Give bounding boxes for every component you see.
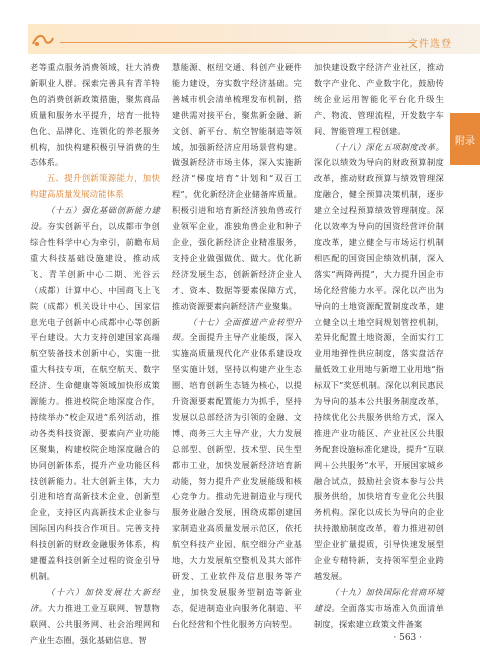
- section-title: 文件选登: [408, 39, 452, 50]
- paragraph: 慧能源、枢纽交通、科创产业硬件能力建设，夯实数字经济基础。完善城市机会清单梳理发布机制，搭建供需对接平台，聚焦新金融、新文创、新平台、航空智能制造等领域，加强新经济应用场景营构建。做强新经济市场主体，深入实施新经济“梯度培育”计划和“双百工程”，优化新经济企业储备库质量。积极引进和培育新经济独角兽或行业领军企业，准独角兽企业和种子企业，强化新经济企业精准服务，支持企业做强做优、做大。优化新经济发展生态，创新新经济企业人才、资本、数据等要素保障方式，推动资源要素向新经济产业聚集。: [172, 62, 302, 311]
- clause-text: 深化以绩效为导向的财政预算制度改革，推动财政预算与绩效管理深度融合，健全预算决策机制，逐步建立全过程预算绩效管理制度。深化以效率为导向的国资经营评价制度改革，建立健全与市场运行机制相匹配的国资国企绩效机制，深入落实“两降两提”，大力提升国企市场化经营能力水平。深化以产出为导向的土地资源配置制度改革，建立健全以土地空间规划管控机制，差异化配置土地资源，全面实行工业用地弹性供应制度，落实盘活存量低效工业用地与新增工业用地“指标双下”奖惩机制。深化以利民惠民为导向的基本公共服务制度改革，持续优化公共服务供给方式，深入推进产业功能区、产业社区公共服务配套设施标准化建设，提升“互联网＋公共服务”水平，开展国家城乡融合试点，鼓励社会资本参与公共服务供给，加快培育专业化公共服务机构。深化以成长为导向的企业扶持激励制度改革，着力推进初创型企业扩量提质，引导快速发展型企业专精特新，支持领军型企业跨越发展。: [314, 157, 444, 581]
- clause-title: （十七）全面推进产业转型升级。: [172, 316, 302, 343]
- paragraph: [314, 140, 444, 585]
- clause-text: 大力推进工业互联网、智慧物联网、公共服务网、社会治理网和产业生态圈，强化基础信息、智: [30, 602, 160, 645]
- column-2: [172, 60, 302, 629]
- paragraph: [314, 585, 444, 633]
- column-1: [30, 60, 160, 645]
- clause-title: （十五）强化基础创新能力建设。: [30, 205, 160, 232]
- paragraph: [30, 203, 160, 585]
- section-heading: 五、提升创新策源能力，加快构建高质量发展动能体系: [30, 173, 160, 200]
- logo-swirl-icon: [31, 32, 55, 48]
- header-rule: [60, 42, 414, 43]
- clause-text: 夯实创新平台，以成都市争创综合性科学中心为牵引，前瞻布局重大科技基础设施建设，推动成飞、青羊创新中心二期、光谷云（成都）计算中心、中国商飞上飞院（成都）机关设计中心、国家信息光电子创新中心成都中心等创新平台建设。大力支持创建国家高端航空装备技术创新中心，实施一批重大科技专项，在航空航天、数字经济、生命健康等领域加快形成策源能力。推进校院企地深度合作，持续举办“校企双进”系列活动，推动各类科技资源、要素向产业功能区聚集，构建校院企地深度融合的协同创新体系，提升产业功能区科技创新能力。壮大创新主体，大力引进和培育高新技术企业、创新型企业，支持区内高新技术企业参与国际国内科技合作项目。完善支持科技创新的财政金融服务体系，构建覆盖科技创新全过程的资金引导机制。: [30, 221, 160, 581]
- paragraph: [30, 585, 160, 649]
- clause-title: （十九）加快国际化营商环境建设。: [314, 586, 444, 613]
- clause-text: 全面提升主导产业能级，深入实施高质量现代化产业体系建设攻坚实施计划，坚持以构建产业生态圈、培育创新生态链为核心，以提升资源要素配置能力为抓手，坚持发展以总部经济为引领的金融、文博、商务三大主导产业，大力发展总部型、创新型、技术型、民生型都市工业，加快发展新经济培育新动能，努力提升产业发展能级和核心竞争力。推动先进制造业与现代服务业融合发展，围绕成都创建国家制造业高质量发展示范区，依托航空科技产业园、航空细分产业基地，大力发展航空整机及其大部件研发、工业软件及信息服务等产业，加快发展服务型制造等新业态，促进制造业向服务化制造、平台化经营和个性化服务方向转型。: [172, 332, 302, 629]
- paragraph: 加快建设数字经济产业社区，推动数字产业化、产业数字化，鼓励传统企业运用智能化平台化升级生产、物流、管理流程，开发数字车间、智能管理工程创建。: [314, 62, 444, 136]
- clause-title: （十八）深化五项制度改革。: [330, 141, 444, 152]
- paragraph: [172, 315, 302, 633]
- paragraph: 老等重点服务消费领域，壮大消费新职业人群。探索完善具有青羊特色的消费创新政策措施，聚焦商品质量和服务水平提升，培育一批特色化、品牌化、连锁化的养老服务机构，加快构建积极引导消费的生态体系。: [30, 62, 160, 168]
- page-header: [0, 0, 480, 54]
- clause-text: 全面落实市场准入负面清单制度，探索建立政策文件备案: [314, 602, 444, 629]
- column-3: [314, 60, 444, 629]
- page-number: · 563 ·: [393, 633, 422, 643]
- appendix-side-tab: 附录: [450, 113, 480, 165]
- clause-title: （十六）加快发展壮大新经济。: [30, 586, 160, 613]
